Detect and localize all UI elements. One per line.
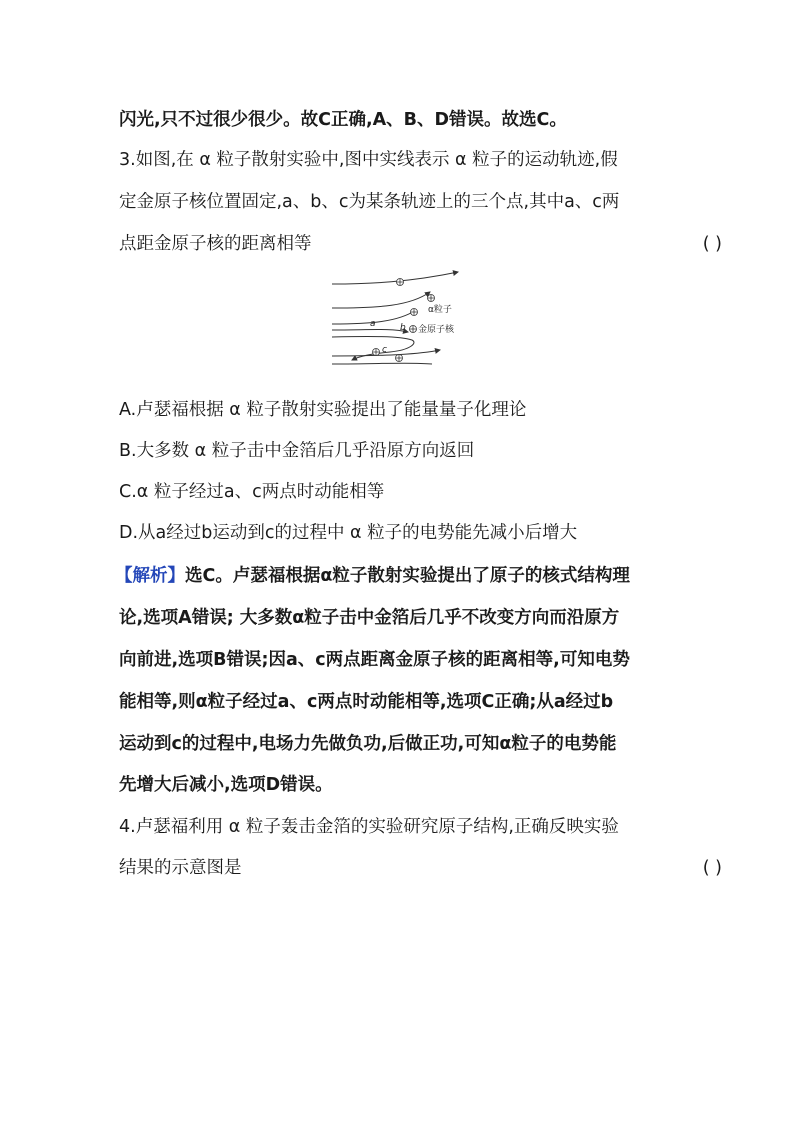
option-b: B.大多数 α 粒子击中金箔后几乎沿原方向返回	[119, 441, 475, 461]
question-4-line-1: 4.卢瑟福利用 α 粒子轰击金箔的实验研究原子结构,正确反映实验	[119, 817, 619, 837]
trajectory-a	[332, 330, 408, 333]
analysis-line-1-text: 选C。卢瑟福根据α粒子散射实验提出了原子的核式结构理	[185, 566, 630, 586]
trajectory-upper	[332, 292, 430, 308]
analysis-tag: 【解析】	[115, 566, 185, 586]
answer-continuation: 闪光,只不过很少很少。故C正确,A、B、D错误。故选C。	[119, 110, 567, 130]
analysis-line-5: 运动到c的过程中,电场力先做负功,后做正功,可知α粒子的电势能	[119, 734, 617, 754]
trajectory-top	[332, 272, 458, 284]
analysis-line-1	[115, 564, 722, 588]
gold-nucleus-label: 金原子核	[418, 325, 455, 335]
trajectory-bottom	[332, 363, 432, 364]
question-3-line-3: 点距金原子核的距离相等	[119, 234, 312, 254]
analysis-line-6: 先增大后减小,选项D错误。	[119, 775, 333, 795]
point-c-label: c	[382, 345, 387, 355]
analysis-line-3: 向前进,选项B错误;因a、c两点距离金原子核的距离相等,可知电势	[119, 650, 630, 670]
question-3-answer-blank: ( )	[702, 234, 722, 254]
question-4-answer-blank: ( )	[702, 858, 722, 878]
option-c: C.α 粒子经过a、c两点时动能相等	[119, 482, 385, 502]
question-3-line-1: 3.如图,在 α 粒子散射实验中,图中实线表示 α 粒子的运动轨迹,假	[119, 150, 618, 170]
point-b-label: b	[400, 323, 406, 333]
analysis-line-2: 论,选项A错误; 大多数α粒子击中金箔后几乎不改变方向而沿原方	[119, 608, 620, 628]
question-4-line-2: 结果的示意图是	[119, 858, 242, 878]
scattering-diagram	[330, 270, 475, 367]
alpha-particle-label: α粒子	[428, 305, 452, 315]
option-d: D.从a经过b运动到c的过程中 α 粒子的电势能先减小后增大	[119, 523, 578, 543]
option-a: A.卢瑟福根据 α 粒子散射实验提出了能量量子化理论	[119, 400, 527, 420]
question-3-line-2: 定金原子核位置固定,a、b、c为某条轨迹上的三个点,其中a、c两	[119, 192, 620, 212]
analysis-line-4: 能相等,则α粒子经过a、c两点时动能相等,选项C正确;从a经过b	[119, 692, 614, 712]
point-a-label: a	[370, 319, 376, 329]
